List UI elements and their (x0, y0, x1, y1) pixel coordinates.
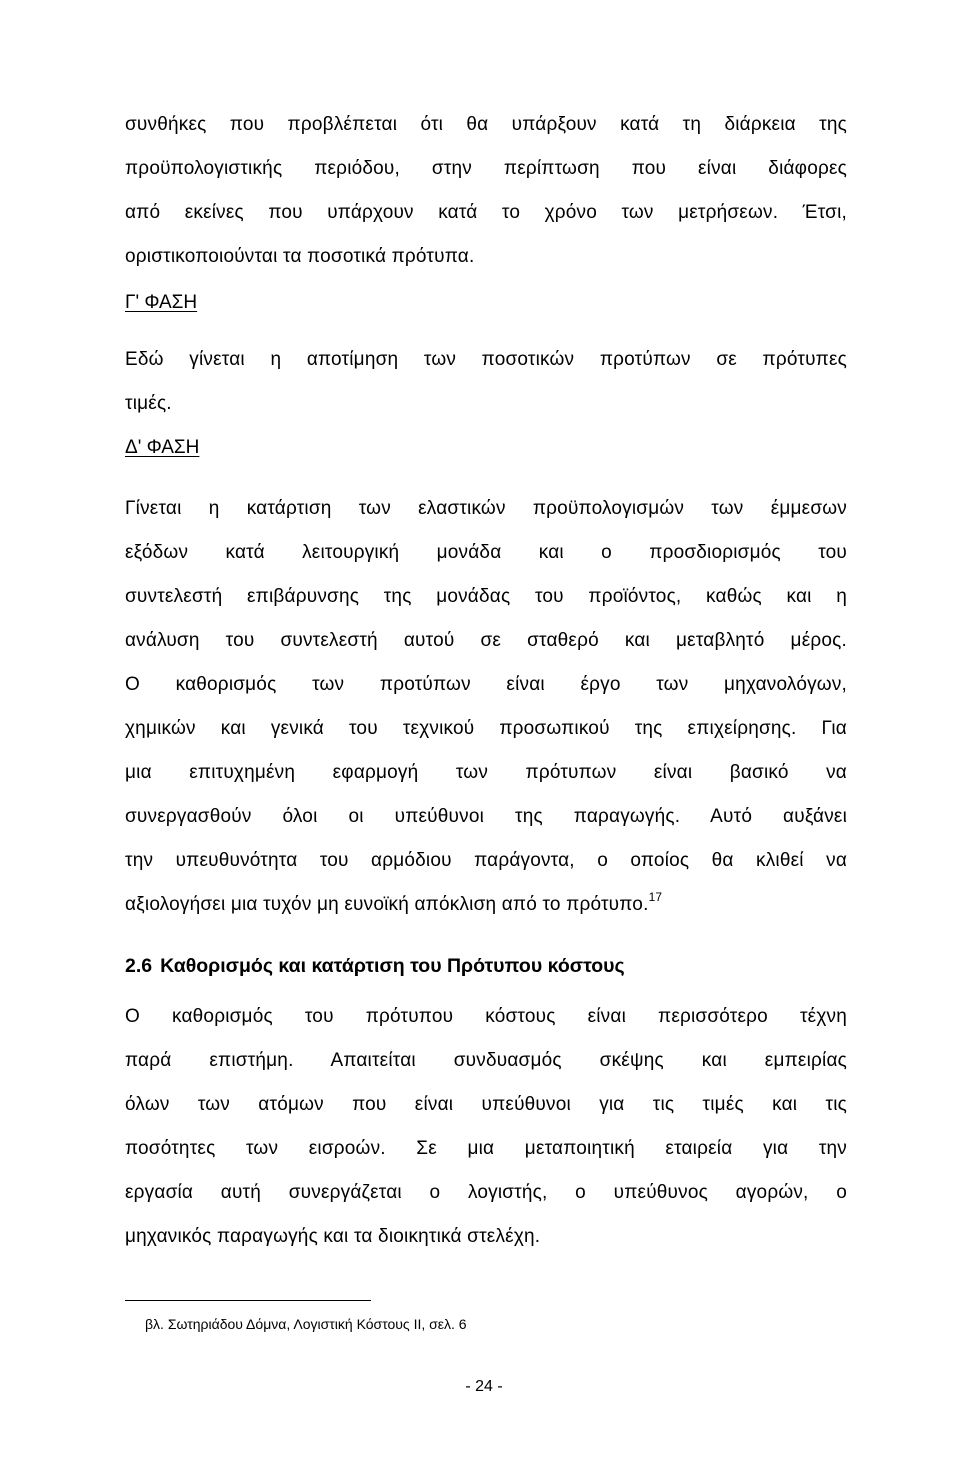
section-heading (125, 955, 625, 978)
phase-c-heading: Γ' ΦΑΣΗ (125, 292, 198, 313)
text-line: ποσότητες των εισροών. Σε μια μεταποιητική εταιρεία για την (125, 1138, 847, 1159)
footnote-divider (125, 1300, 371, 1301)
phase-d-paragraph (125, 487, 847, 927)
text-line: συνθήκες που προβλέπεται ότι θα υπάρξουν κατά τη διάρκεια της (125, 114, 847, 135)
text-line: Ο καθορισμός των προτύπων είναι έργο των μηχανολόγων, (125, 674, 847, 695)
text-line: Γίνεται η κατάρτιση των ελαστικών προϋπολογισμών των έμμεσων (125, 498, 847, 519)
page-number: - 24 - (465, 1378, 503, 1395)
text-line: Ο καθορισμός του πρότυπου κόστους είναι περισσότερο τέχνη (125, 1006, 847, 1027)
footnote-text: βλ. Σωτηριάδου Δόμνα, Λογιστική Κόστους ΙΙ, σελ. 6 (145, 1316, 467, 1332)
text-line: προϋπολογιστικής περιόδου, στην περίπτωση που είναι διάφορες (125, 158, 847, 179)
text-line: όλων των ατόμων που είναι υπεύθυνοι για τις τιμές και τις (125, 1094, 847, 1115)
text-line: συνεργασθούν όλοι οι υπεύθυνοι της παραγωγής. Αυτό αυξάνει (125, 806, 847, 827)
text-line (125, 883, 847, 927)
phase-c-paragraph (125, 338, 847, 426)
text-line: μηχανικός παραγωγής και τα διοικητικά στελέχη. (125, 1226, 541, 1247)
footnote-reference[interactable]: 17 (648, 890, 663, 904)
section-number: 2.6 (125, 955, 153, 977)
text-line: παρά επιστήμη. Απαιτείται συνδυασμός σκέψης και εμπειρίας (125, 1050, 847, 1071)
text-line: τιμές. (125, 393, 172, 414)
paragraph-continuation (125, 103, 847, 279)
text-line: χημικών και γενικά του τεχνικού προσωπικού της επιχείρησης. Για (125, 718, 847, 739)
phase-d-heading: Δ' ΦΑΣΗ (125, 437, 200, 458)
text-line: Εδώ γίνεται η αποτίμηση των ποσοτικών προτύπων σε πρότυπες (125, 349, 847, 370)
last-line-text: αξιολογήσει μια τυχόν μη ευνοϊκή απόκλιση από το πρότυπο. (125, 894, 649, 915)
section-paragraph (125, 995, 847, 1259)
text-line: μια επιτυχημένη εφαρμογή των πρότυπων είναι βασικό να (125, 762, 847, 783)
section-title: Καθορισμός και κατάρτιση του Πρότυπου κόστους (160, 955, 625, 977)
text-line: ανάλυση του συντελεστή αυτού σε σταθερό και μεταβλητό μέρος. (125, 630, 847, 651)
text-line: την υπευθυνότητα του αρμόδιου παράγοντα, ο οποίος θα κλιθεί να (125, 850, 847, 871)
text-line: οριστικοποιούνται τα ποσοτικά πρότυπα. (125, 246, 475, 267)
text-line: από εκείνες που υπάρχουν κατά το χρόνο των μετρήσεων. Έτσι, (125, 202, 847, 223)
text-line: εργασία αυτή συνεργάζεται ο λογιστής, ο υπεύθυνος αγορών, ο (125, 1182, 847, 1203)
text-line: συντελεστή επιβάρυνσης της μονάδας του προϊόντος, καθώς και η (125, 586, 847, 607)
text-line: εξόδων κατά λειτουργική μονάδα και ο προσδιορισμός του (125, 542, 847, 563)
